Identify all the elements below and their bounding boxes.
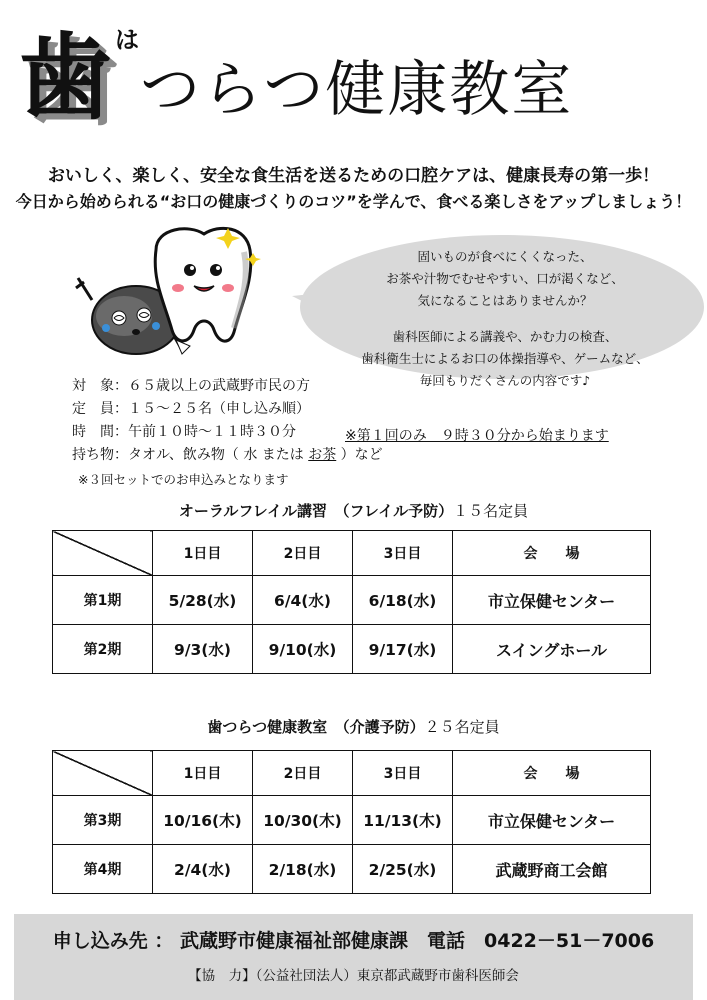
- schedule-table-2: [52, 750, 651, 894]
- info-value: ６５歳以上の武蔵野市民の方: [128, 378, 310, 394]
- date-cell: 6/18(水): [353, 576, 453, 625]
- info-value: タオル、飲み物（ 水 または: [128, 447, 309, 463]
- section-capacity: ２５名定員: [424, 718, 500, 736]
- info-value: １５～２５名（申し込み順）: [128, 401, 310, 417]
- table-header-row: [53, 531, 651, 576]
- period-cell: 第3期: [53, 796, 153, 845]
- section-2-title: [0, 716, 707, 737]
- info-target: [72, 379, 310, 393]
- info-label: 定 員：: [72, 401, 128, 417]
- info-capacity: [72, 402, 310, 416]
- header-day2: 2日目: [253, 751, 353, 796]
- period-cell: 第1期: [53, 576, 153, 625]
- bubble-line: 毎回もりだくさんの内容です♪: [419, 373, 591, 388]
- title-ruby: は: [115, 26, 139, 54]
- info-value: 午前１０時～１１時３０分: [128, 424, 296, 440]
- table-row: [53, 845, 651, 894]
- info-label: 時 間：: [72, 424, 128, 440]
- bubble-line: 気になることはありませんか？: [417, 293, 593, 308]
- date-cell: 9/3(水): [153, 625, 253, 674]
- date-cell: 9/17(水): [353, 625, 453, 674]
- info-bring: [72, 448, 383, 462]
- period-cell: 第4期: [53, 845, 153, 894]
- info-time: [72, 425, 296, 439]
- date-cell: 5/28(水): [153, 576, 253, 625]
- tooth-mascot-illustration: [64, 220, 314, 370]
- venue-cell: 武蔵野商工会館: [453, 845, 651, 894]
- info-value-tea: お茶: [308, 447, 337, 463]
- lead-line-1: おいしく、楽しく、安全な食生活を送るための口腔ケアは、健康長寿の第一歩！: [47, 166, 660, 186]
- page-title: つらつ健康教室: [140, 55, 574, 125]
- table-header-row: [53, 751, 651, 796]
- date-cell: 10/16(木): [153, 796, 253, 845]
- date-cell: 10/30(木): [253, 796, 353, 845]
- table-row: [53, 796, 651, 845]
- venue-cell: スイングホール: [453, 625, 651, 674]
- date-cell: 9/10(水): [253, 625, 353, 674]
- bubble-line: [320, 312, 690, 326]
- lead-line-2: 今日から始められる“お口の健康づくりのコツ”を学んで、食べる楽しさをアップしましょう！: [15, 192, 692, 211]
- title-kanji: 歯: [18, 24, 113, 133]
- set-note: ※３回セットでのお申込みとなります: [78, 472, 289, 487]
- date-cell: 6/4(水): [253, 576, 353, 625]
- header-venue: 会 場: [453, 751, 651, 796]
- bubble-line: 固いものが食べにくくなった、: [417, 249, 593, 264]
- date-cell: 2/4(水): [153, 845, 253, 894]
- bubble-line: 歯科衛生士によるお口の体操指導や、ゲームなど、: [361, 351, 649, 366]
- header-day3: 3日目: [353, 751, 453, 796]
- table-corner-cell: [53, 531, 153, 576]
- info-label: 対 象：: [72, 378, 128, 394]
- date-cell: 2/25(水): [353, 845, 453, 894]
- venue-cell: 市立保健センター: [453, 796, 651, 845]
- schedule-table-1: [52, 530, 651, 674]
- header-venue: 会 場: [453, 531, 651, 576]
- speech-bubble-text: [320, 246, 690, 392]
- table-row: [53, 576, 651, 625]
- venue-cell: 市立保健センター: [453, 576, 651, 625]
- section-title-text: オーラルフレイル講習 （フレイル予防）: [178, 502, 454, 520]
- header-day1: 1日目: [153, 531, 253, 576]
- date-cell: 11/13(木): [353, 796, 453, 845]
- section-capacity: １５名定員: [453, 502, 529, 520]
- table-corner-cell: [53, 751, 153, 796]
- footer-apply: 申し込み先 ： 武蔵野市健康福祉部健康課 電話 0422－51－7006: [52, 930, 655, 952]
- bubble-line: 歯科医師による講義や、かむ力の検査、: [392, 329, 618, 344]
- header-day3: 3日目: [353, 531, 453, 576]
- header-day1: 1日目: [153, 751, 253, 796]
- period-cell: 第2期: [53, 625, 153, 674]
- table-row: [53, 625, 651, 674]
- section-title-text: 歯つらつ健康教室 （介護予防）: [207, 718, 425, 736]
- date-cell: 2/18(水): [253, 845, 353, 894]
- section-1-title: [0, 500, 707, 521]
- info-label: 持ち物：: [72, 447, 128, 463]
- bubble-line: お茶や汁物でむせやすい、口が渇くなど、: [386, 271, 624, 286]
- info-value: ）など: [336, 447, 383, 463]
- time-note: ※第１回のみ ９時３０分から始まります: [345, 428, 609, 444]
- footer-cooperation: 【協 力】（公益社団法人）東京都武蔵野市歯科医師会: [188, 968, 519, 984]
- header-day2: 2日目: [253, 531, 353, 576]
